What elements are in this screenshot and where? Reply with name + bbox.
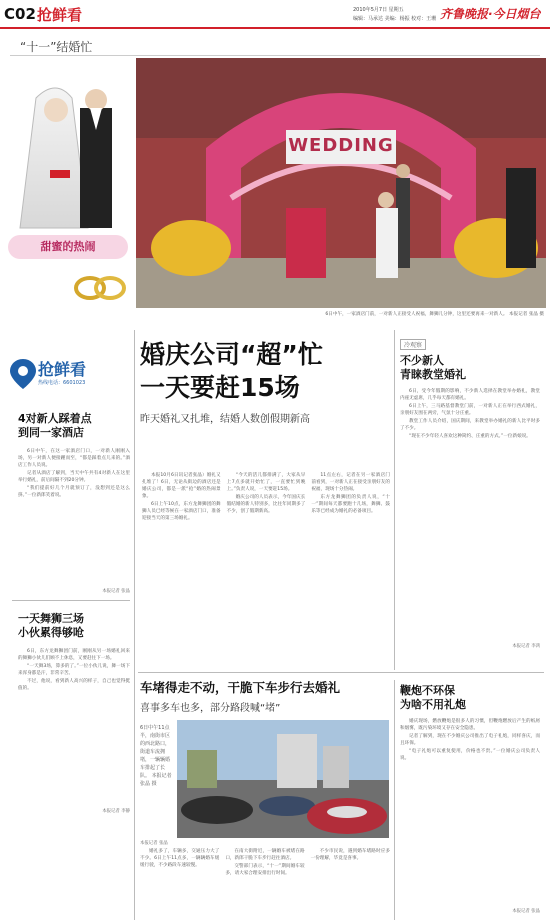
right-article-1-title-2: 青睐教堂婚礼 bbox=[400, 368, 466, 381]
left-article-2-title-2: 小伙累得够呛 bbox=[18, 626, 84, 639]
left-article-1-title-1: 4对新人踩着点 bbox=[18, 412, 92, 425]
left-article-1-byline: 本报记者 张晶 bbox=[102, 589, 130, 594]
paragraph: “今天的活儿都排满了，大家从早上7点多就开始忙了，一直要忙到晚上。”负责人说，一天要赶15场。 bbox=[226, 473, 306, 492]
mid-article bbox=[140, 680, 400, 714]
right-article-1 bbox=[400, 332, 540, 649]
left-article-2 bbox=[18, 612, 130, 814]
wedding-photo bbox=[136, 58, 546, 308]
right-article-2-byline: 本报记者 张晶 bbox=[512, 909, 540, 914]
paragraph: 6日上午10点，东方龙舞狮团的舞狮人员已经等候在一家酒店门口，准备迎接当天的第三场婚礼。 bbox=[142, 502, 221, 521]
paragraph: 在南大街附近，一辆婚车被堵在路口，新郎干脆下车步行赶往酒店。 bbox=[225, 849, 305, 861]
editor-line: 编辑：马承达 美编：杨振 校对：王珊 bbox=[353, 16, 437, 22]
left-article-1 bbox=[18, 412, 130, 594]
paragraph: 本报10月6日讯记者张晶）婚礼又扎堆了！6日，无论从街边的酒店还是婚庆公司，都是一派“抢”婚的热闹景象。 bbox=[142, 473, 221, 499]
column-tag: 冷观察 bbox=[400, 339, 426, 350]
paragraph: 婚庆现场，燃放鞭炮是很多人的习惯，但鞭炮燃放后产生的纸屑和烟雾，既污染环境又存在安全隐患。 bbox=[400, 719, 540, 731]
arch-text: WEDDING bbox=[288, 135, 394, 156]
right-article-1-byline: 本报记者 李鸿 bbox=[512, 644, 540, 649]
masthead: 齐鲁晚报·今日烟台 bbox=[440, 7, 541, 21]
traffic-photo-caption: 6日中午11点半，南街市区的西北路口，街道车流拥堵，一辆辆婚车排起了长队。 本报记者 张晶 摄 bbox=[140, 725, 172, 787]
section-name: 抢鲜看 bbox=[37, 6, 83, 24]
paragraph: 不过，他说，看到新人高兴的样子，自己也觉得挺值的。 bbox=[18, 679, 130, 691]
paragraph: 东方龙舞狮团的负责人说，“十一”期间每天都要跑十几场，舞狮、鼓乐等已经成为婚礼的必备项目。 bbox=[311, 495, 390, 514]
paragraph: 教堂工作人员介绍，国庆期间，来教堂举办婚礼的新人比平时多了不少。 bbox=[400, 419, 540, 431]
page-header bbox=[0, 0, 550, 30]
left-article-2-byline: 本报记者 李静 bbox=[102, 809, 130, 814]
paragraph: 6日中午，在这一家酒店门口，一对新人刚刚入场，另一对新人便接踵而至，“都是踩着点儿来的。”酒店工作人员说。 bbox=[18, 449, 130, 468]
rings-icon bbox=[70, 266, 130, 310]
paragraph: 11点左右，记者在另一家酒店门前看到，一对新人正在接受亲朋好友的祝福，现场十分热闹。 bbox=[311, 473, 390, 492]
left-article-1-title-2: 到同一家酒店 bbox=[18, 426, 84, 439]
paragraph: “现在不少年轻人喜欢这种简约、庄重的方式。”一位新娘说。 bbox=[409, 434, 531, 439]
paragraph: 交警部门表示，“十一”期间婚车较多，请大家合理安排出行时间。 bbox=[225, 864, 305, 876]
issue-date: 2010年5月7日 星期五 bbox=[353, 7, 404, 13]
ribbon-text: 甜蜜的热闹 bbox=[40, 240, 96, 253]
banner-topic: “十一”结婚忙 bbox=[20, 40, 93, 54]
map-pin-icon bbox=[10, 359, 36, 389]
paragraph: 6日上午，三马路基督教堂门前，一对新人正在举行西式婚礼，亲朋好友围在两旁，气氛十分庄重。 bbox=[400, 404, 540, 416]
paragraph: 婚礼多了，车辆多，交通压力大了不少。6日上午11点多，一辆辆婚车缓缓行驶，不少路段车速较慢。 bbox=[140, 849, 220, 868]
logo-name: 抢鲜看 bbox=[38, 360, 87, 379]
mid-rule bbox=[138, 672, 544, 673]
right-article-2 bbox=[400, 684, 540, 914]
paragraph: 记者从酒店了解到，当天中午共有4对新人在这里举行婚礼，前后间隔不到20分钟。 bbox=[18, 471, 130, 483]
left-divider bbox=[12, 600, 130, 601]
paragraph: 6日，东方龙舞狮团门前，刚刚从另一场婚礼回来的舞狮小伙儿们顾不上休息，又要赶往下一场。 bbox=[18, 649, 130, 661]
paragraph: 6日，受今年假期的影响，不少新人选择在教堂举办婚礼，教堂内座无虚席，几乎每天都有婚礼。 bbox=[400, 389, 540, 401]
banner-rule bbox=[10, 55, 540, 56]
right-article-1-title-1: 不少新人 bbox=[400, 354, 444, 367]
right-column-divider bbox=[394, 330, 395, 670]
mid-headline: 车堵得走不动，干脆下车步行去婚礼 bbox=[140, 680, 341, 695]
banner-caption: 6日中午，一家酒店门前，一对新人正接受人祝福，舞狮儿分钟，这里还要再来一对新人。 本报记者 张晶 摄 bbox=[325, 312, 544, 317]
mid-article-byline: 本报记者 张晶 bbox=[140, 841, 168, 846]
paragraph: “一天舞3场，算多的了。”一位小伙儿说，舞一场下来浑身都是汗，非常辛苦。 bbox=[18, 664, 130, 676]
left-article-2-title-1: 一天舞狮三场 bbox=[18, 612, 84, 625]
paragraph: “我们提前好几个月就预订了，没想到还是这么挤。”一位新郎笑着说。 bbox=[18, 486, 130, 498]
main-headline-2: 一天要赶15场 bbox=[140, 373, 300, 402]
section-logo bbox=[10, 357, 130, 397]
right-column-divider-2 bbox=[394, 680, 395, 920]
right-article-1-body bbox=[400, 388, 540, 643]
left-article-1-body bbox=[18, 448, 130, 588]
paragraph: “电子礼炮可以重复使用，价格也不贵。”一位婚庆公司负责人说。 bbox=[400, 749, 540, 761]
logo-hotline: 热线电话：6601023 bbox=[38, 380, 86, 386]
page-code: C02 bbox=[4, 5, 36, 23]
main-article bbox=[140, 338, 385, 425]
traffic-photo bbox=[177, 720, 389, 838]
right-article-2-title-1: 鞭炮不环保 bbox=[400, 684, 455, 697]
right-article-2-body bbox=[400, 718, 540, 908]
left-column-divider bbox=[134, 330, 135, 920]
ribbon-label bbox=[8, 235, 128, 259]
main-subhead: 昨天婚礼又扎堆，结婚人数创假期新高 bbox=[140, 414, 310, 425]
right-article-2-title-2: 为啥不用礼炮 bbox=[400, 698, 466, 711]
mid-article-body bbox=[140, 848, 390, 922]
left-article-2-body bbox=[18, 648, 130, 808]
header-rule bbox=[0, 27, 550, 29]
paragraph: 婚庆公司的人员表示，今年国庆长假结婚的新人特别多，比往年同期多了不少，创了假期新高。 bbox=[226, 495, 306, 514]
main-article-body bbox=[142, 472, 390, 662]
paragraph: 记者了解到，现在不少婚庆公司推出了电子礼炮，同样喜庆，而且环保。 bbox=[400, 734, 540, 746]
paragraph: 不少市民说，遇到婚车堵路时应多一份理解，毕竟是喜事。 bbox=[310, 849, 390, 861]
main-headline-1: 婚庆公司“超”忙 bbox=[140, 340, 323, 369]
mid-subhead: 喜事多车也多，部分路段喊“堵” bbox=[140, 703, 281, 714]
